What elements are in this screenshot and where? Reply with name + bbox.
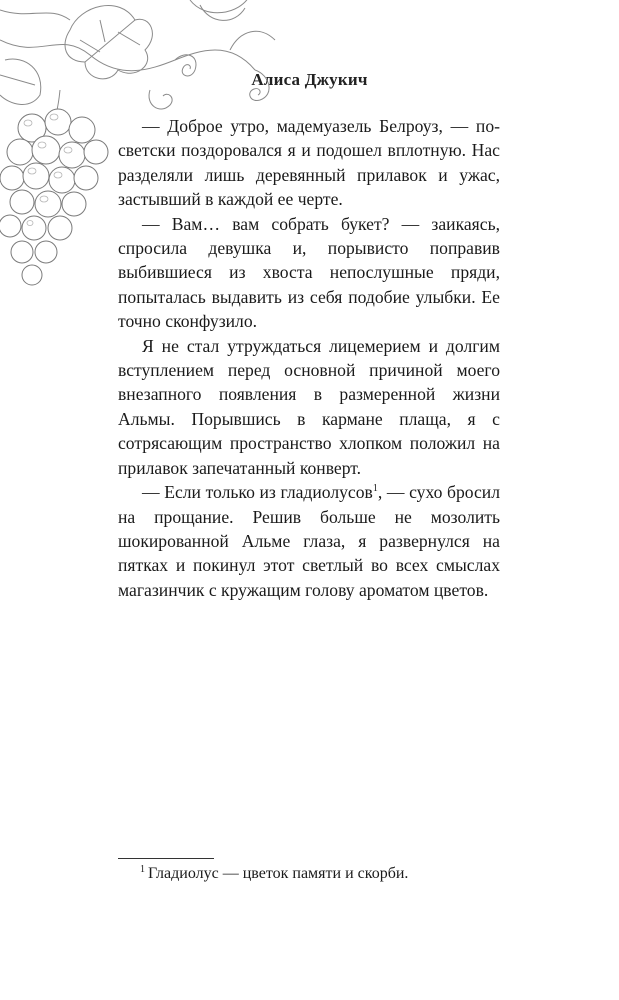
paragraph: Я не стал утруждаться лицемерием и долгим вступлением перед основной причиной моего внезапного появления в размеренной жизни Альмы. Порывшись в кармане плаща, я с сотрясающим пространство хлопком положил на прилавок запечатанный конверт. <box>118 335 500 478</box>
footnote-divider <box>118 858 214 859</box>
footnote-text: Гладиолус — цветок памяти и скорби. <box>148 865 409 882</box>
body-text <box>118 114 500 602</box>
paragraph: — Вам… вам собрать букет? — заикаясь, спросила девушка и, порывисто поправив выбившиеся из хвоста непослушные пряди, попыталась выдавить из себя подобие улыбки. Ее точно сконфузило. <box>118 213 500 332</box>
paragraph: — Доброе утро, мадемуазель Белроуз, — по-светски поздоровался я и подошел вплотную. Нас разделяли лишь деревянный прилавок и ужас, застывший в каждой ее черте. <box>118 116 500 210</box>
footnote-reference[interactable]: 1 <box>372 483 378 495</box>
running-head-author: Алиса Джукич <box>251 70 368 89</box>
footnote-number: 1 <box>140 863 145 875</box>
paragraph-text: — Если только из гладиолусов <box>142 482 373 503</box>
paragraph-text: , — сухо бросил на прощание. Решив больше не мозолить шокированной Альме глаза, я развернулся на пятках и покинул этот светлый во всех смыслах магазинчик с кружащим голову ароматом цветов. <box>118 482 500 600</box>
paragraph-with-footnote-ref <box>118 480 500 602</box>
footnote <box>140 864 408 884</box>
